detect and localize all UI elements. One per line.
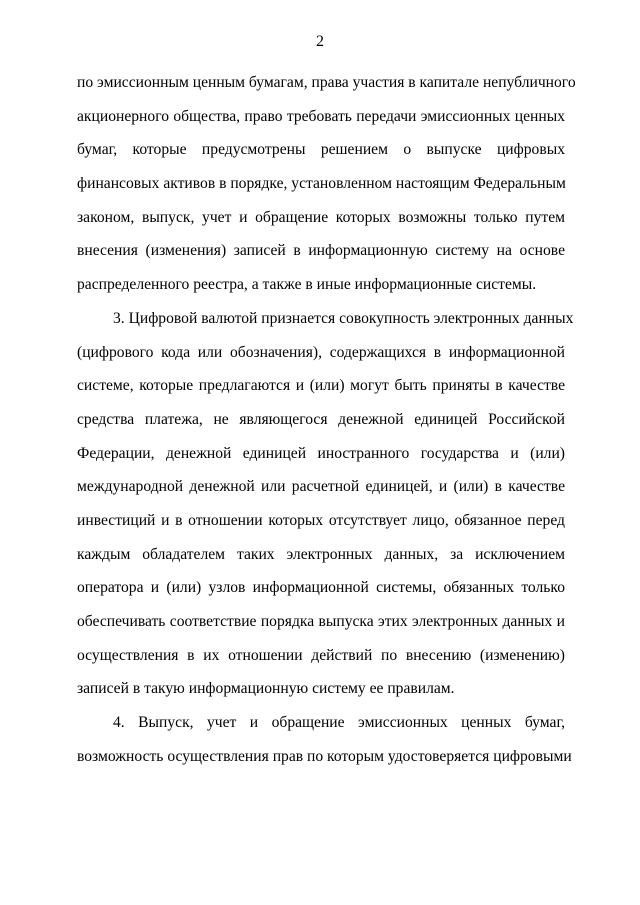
text-line: обеспечивать соответствие порядка выпуска этих электронных данных и: [77, 613, 565, 630]
text-line: финансовых активов в порядке, установленном настоящим Федеральным: [77, 175, 566, 193]
text-line: международной денежной или расчетной единицей, и (или) в качестве: [77, 478, 565, 496]
text-line: по эмиссионным ценным бумагам, права участия в капитале непубличного: [77, 74, 576, 91]
text-line: акционерного общества, право требовать передачи эмиссионных ценных: [77, 107, 565, 125]
text-line: внесения (изменения) записей в информационную систему на основе: [77, 242, 565, 260]
text-line: средства платежа, не являющегося денежной единицей Российской: [77, 410, 565, 428]
text-line: возможность осуществления прав по которым удостоверяется цифровыми: [77, 747, 572, 765]
text-line: системе, которые предлагаются и (или) могут быть приняты в качестве: [77, 377, 565, 395]
text-line: распределенного реестра, а также в иные информационные системы.: [77, 276, 537, 294]
text-line: записей в такую информационную систему ее правилам.: [77, 680, 455, 698]
text-line: 3. Цифровой валютой признается совокупность электронных данных: [113, 309, 574, 327]
paragraph-item-3: [77, 302, 574, 706]
document-body: [77, 66, 576, 773]
text-line: осуществления в их отношении действий по внесению (изменению): [77, 646, 565, 664]
text-line: инвестиций и в отношении которых отсутствует лицо, обязанное перед: [77, 511, 565, 529]
text-line: 4. Выпуск, учет и обращение эмиссионных ценных бумаг,: [113, 714, 565, 732]
text-line: оператора и (или) узлов информационной системы, обязанных только: [77, 579, 565, 597]
paragraph-item-4: [77, 706, 572, 773]
text-line: законом, выпуск, учет и обращение которых возможны только путем: [77, 208, 565, 226]
paragraph-continuation: [77, 66, 576, 302]
text-line: бумаг, которые предусмотрены решением о выпуске цифровых: [77, 141, 565, 159]
text-line: (цифрового кода или обозначения), содержащихся в информационной: [77, 343, 565, 361]
page-number: 2: [316, 33, 324, 50]
text-line: Федерации, денежной единицей иностранного государства и (или): [77, 444, 565, 462]
text-line: каждым обладателем таких электронных данных, за исключением: [77, 545, 565, 563]
